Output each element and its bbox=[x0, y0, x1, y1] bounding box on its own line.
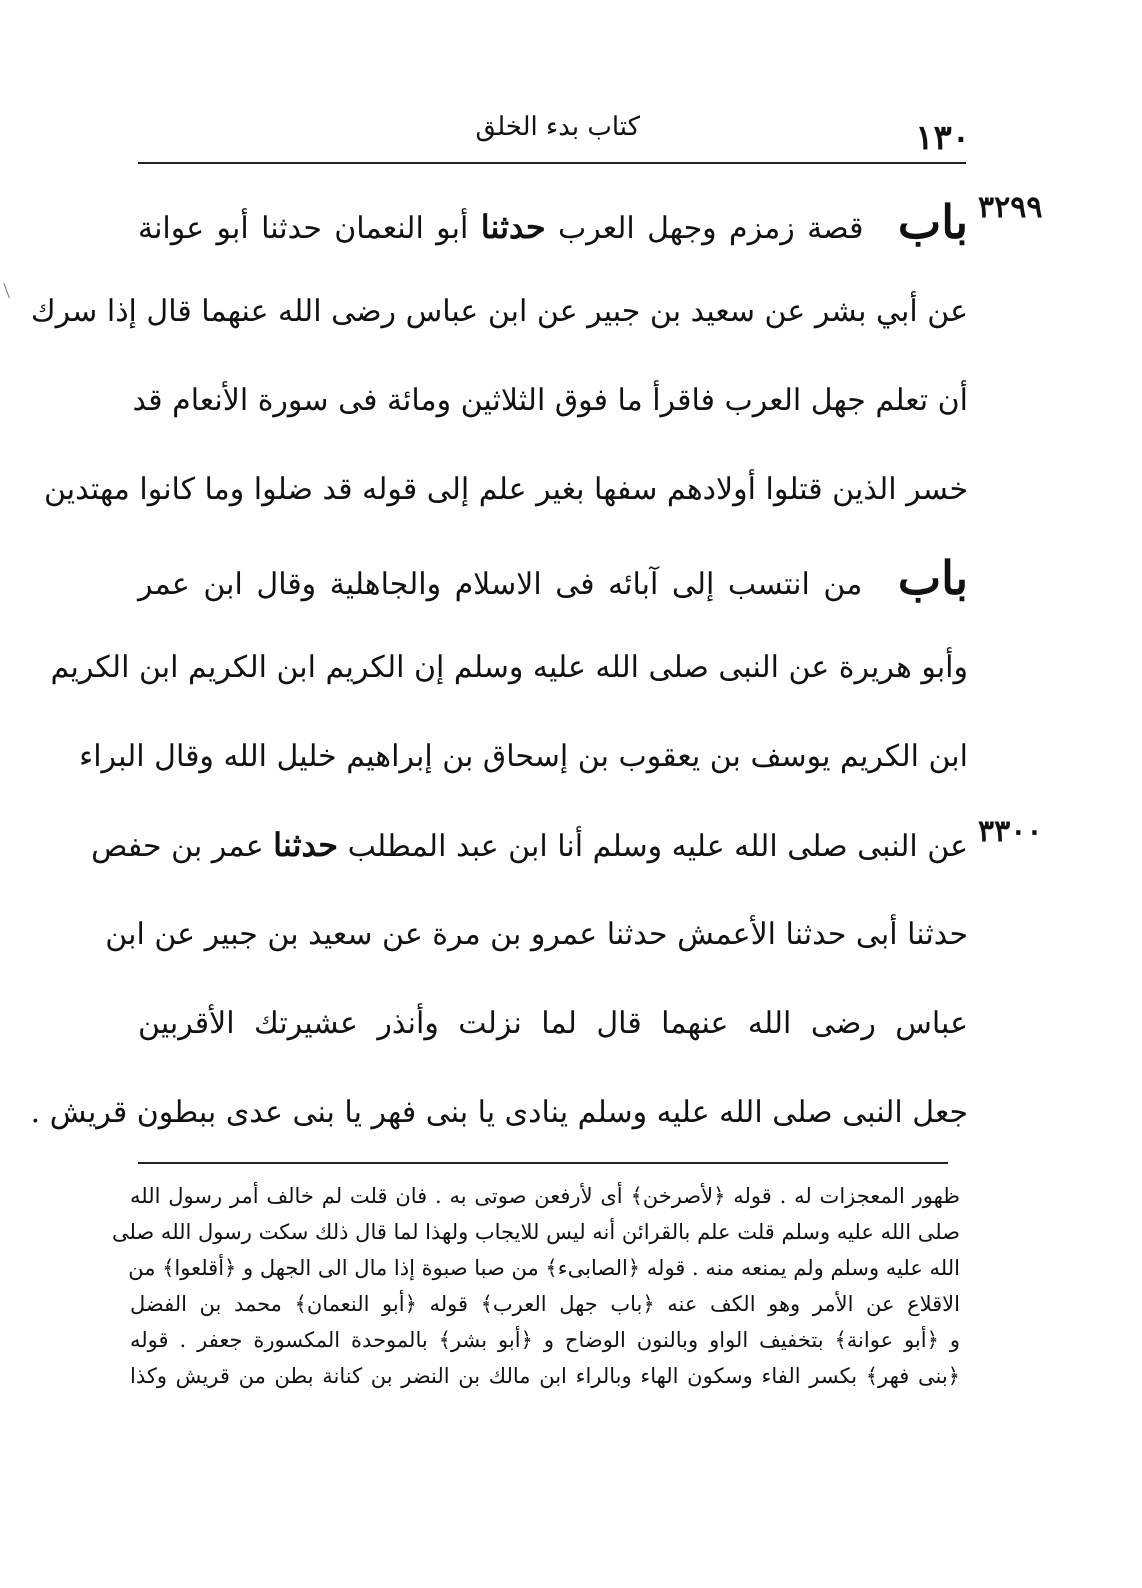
header-rule bbox=[138, 162, 966, 164]
line1-text: أبو النعمان حدثنا أبو عوانة bbox=[138, 211, 469, 246]
chapter-heading-bab: باب bbox=[897, 195, 969, 249]
text-line-11: جعل النبى صلى الله عليه وسلم ينادى يا بنى فهر يا بنى عدى ببطون قريش . bbox=[30, 1095, 968, 1130]
haddathana-marker: حدثنا bbox=[480, 208, 546, 246]
footnote-line: ظهور المعجزات له . قوله ﴿لأصرخن﴾ أى لأرفعن صوتى به . فان قلت لم خالف أمر رسول الله bbox=[130, 1184, 960, 1208]
hadith-number-3300: ٣٣٠٠ bbox=[978, 814, 1043, 849]
footnote-line: ﴿بنى فهر﴾ بكسر الفاء وسكون الهاء وبالراء ابن مالك بن النضر بن كنانة بطن من قريش وكذا bbox=[130, 1364, 960, 1388]
footnote-line: الاقلاع عن الأمر وهو الكف عنه ﴿باب جهل العرب﴾ قوله ﴿أبو النعمان﴾ محمد بن الفضل bbox=[130, 1292, 960, 1316]
text-line-9: حدثنا أبى حدثنا الأعمش حدثنا عمرو بن مرة عن سعيد بن جبير عن ابن bbox=[105, 917, 968, 952]
hadith-number-3299: ٣٢٩٩ bbox=[978, 190, 1043, 225]
haddathana-marker: حدثنا bbox=[273, 826, 339, 864]
text-line-1 bbox=[138, 178, 968, 267]
footnote-rule bbox=[138, 1162, 948, 1164]
page-header bbox=[140, 100, 970, 160]
text-line-10: عباس رضى الله عنهما قال لما نزلت وأنذر عشيرتك الأقربين bbox=[138, 1006, 968, 1041]
line8-start: عن النبى صلى الله عليه وسلم أنا ابن عبد المطلب bbox=[347, 829, 968, 864]
stray-ink-mark bbox=[3, 282, 13, 299]
main-text bbox=[30, 178, 969, 1157]
text-line-8 bbox=[91, 801, 968, 890]
footnote-line: صلى الله عليه وسلم قلت علم بالقرائن أنه ليس للايجاب ولهذا لما قال ذلك سكت رسول الله صلى bbox=[111, 1220, 960, 1244]
text-line-2: عن أبي بشر عن سعيد بن جبير عن ابن عباس رضى الله عنهما قال إذا سرك bbox=[30, 294, 968, 329]
chapter-title: من انتسب إلى آبائه فى الاسلام والجاهلية وقال ابن عمر bbox=[138, 567, 863, 602]
text-line-7: ابن الكريم يوسف بن يعقوب بن إسحاق بن إبراهيم خليل الله وقال البراء bbox=[79, 739, 968, 774]
chapter-title: قصة زمزم وجهل العرب bbox=[557, 211, 864, 246]
text-line-5 bbox=[138, 534, 968, 623]
text-line-4: خسر الذين قتلوا أولادهم سفها بغير علم إلى قوله قد ضلوا وما كانوا مهتدين bbox=[43, 472, 968, 507]
footnote-line: و ﴿أبو عوانة﴾ بتخفيف الواو وبالنون الوضاح و ﴿أبو بشر﴾ بالموحدة المكسورة جعفر . قوله bbox=[130, 1328, 960, 1352]
line8-end: عمر بن حفص bbox=[91, 829, 264, 864]
chapter-heading-bab: باب bbox=[897, 551, 968, 605]
footnotes bbox=[111, 1178, 960, 1394]
text-line-6: وأبو هريرة عن النبى صلى الله عليه وسلم إن الكريم ابن الكريم ابن الكريم bbox=[50, 650, 968, 685]
page-number: ١٣٠ bbox=[915, 118, 970, 158]
text-line-3: أن تعلم جهل العرب فاقرأ ما فوق الثلاثين ومائة فى سورة الأنعام قد bbox=[132, 383, 968, 418]
running-title: كتاب بدء الخلق bbox=[475, 112, 640, 142]
footnote-line: الله عليه وسلم ولم يمنعه منه . قوله ﴿الصابىء﴾ من صبا صبوة إذا مال الى الجهل و ﴿أقلعوا﴾ من bbox=[128, 1256, 960, 1280]
